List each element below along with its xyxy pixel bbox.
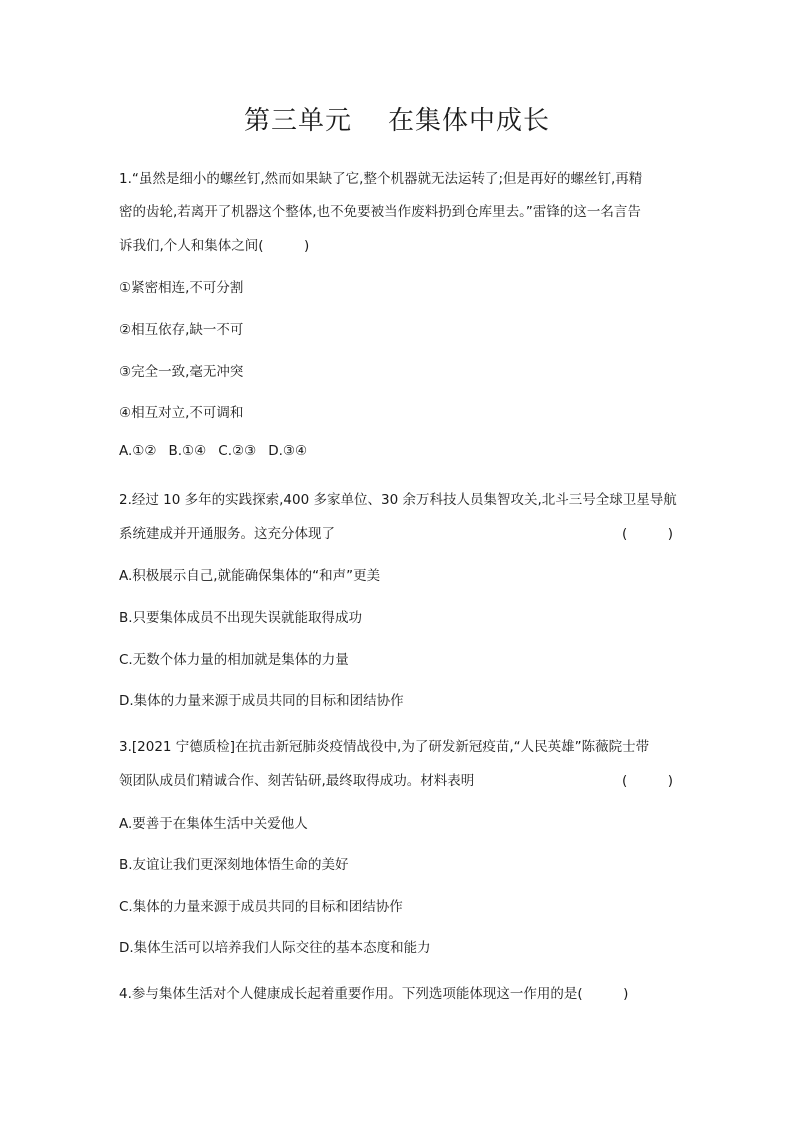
unit-number: 第三单元: [243, 106, 352, 136]
q1-stem-line-2: 密的齿轮,若离开了机器这个整体,也不免要被当作废料扔到仓库里去。”雷锋的这一名言告: [119, 204, 641, 220]
q1-item-1: ①紧密相连,不可分割: [119, 280, 244, 296]
q3-answer-blank[interactable]: ( ): [622, 773, 674, 789]
q2-option-a[interactable]: A.积极展示自己,就能确保集体的“和声”更美: [119, 568, 381, 584]
q3-stem-line-2: 领团队成员们精诚合作、刻苦钻研,最终取得成功。材料表明: [119, 773, 475, 789]
q2-stem-line-1: 2.经过 10 多年的实践探索,400 多家单位、30 余万科技人员集智攻关,北斗三号全球卫星导航: [119, 492, 677, 508]
q2-option-b[interactable]: B.只要集体成员不出现失误就能取得成功: [119, 610, 363, 626]
q1-choices: [119, 443, 319, 459]
q2-option-c[interactable]: C.无数个体力量的相加就是集体的力量: [119, 652, 349, 668]
q1-item-4: ④相互对立,不可调和: [119, 405, 244, 421]
q2-stem-line-2: 系统建成并开通服务。这充分体现了: [119, 526, 335, 542]
page-title: [0, 100, 794, 137]
q1-item-3: ③完全一致,毫无冲突: [119, 364, 244, 380]
q1-choice-d[interactable]: D.③④: [268, 443, 308, 459]
q2-option-d[interactable]: D.集体的力量来源于成员共同的目标和团结协作: [119, 693, 404, 709]
q3-option-d[interactable]: D.集体生活可以培养我们人际交往的基本态度和能力: [119, 940, 431, 956]
q3-option-c[interactable]: C.集体的力量来源于成员共同的目标和团结协作: [119, 899, 403, 915]
q2-answer-blank[interactable]: ( ): [622, 526, 674, 542]
q1-choice-b[interactable]: B.①④: [168, 443, 207, 459]
unit-name: 在集体中成长: [388, 106, 551, 136]
q1-stem-line-1: 1.“虽然是细小的螺丝钉,然而如果缺了它,整个机器就无法运转了;但是再好的螺丝钉,再精: [119, 171, 643, 187]
q4-stem-line-1: 4.参与集体生活对个人健康成长起着重要作用。下列选项能体现这一作用的是( ): [119, 986, 629, 1002]
q1-choice-a[interactable]: A.①②: [119, 443, 157, 459]
q1-stem-line-3: 诉我们,个人和集体之间( ): [119, 238, 310, 254]
q1-choice-c[interactable]: C.②③: [218, 443, 257, 459]
q3-option-b[interactable]: B.友谊让我们更深刻地体悟生命的美好: [119, 857, 349, 873]
q3-option-a[interactable]: A.要善于在集体生活中关爱他人: [119, 816, 308, 832]
q1-item-2: ②相互依存,缺一不可: [119, 322, 244, 338]
q3-stem-line-1: 3.[2021 宁德质检]在抗击新冠肺炎疫情战役中,为了研发新冠疫苗,“人民英雄”陈薇院士带: [119, 739, 650, 755]
